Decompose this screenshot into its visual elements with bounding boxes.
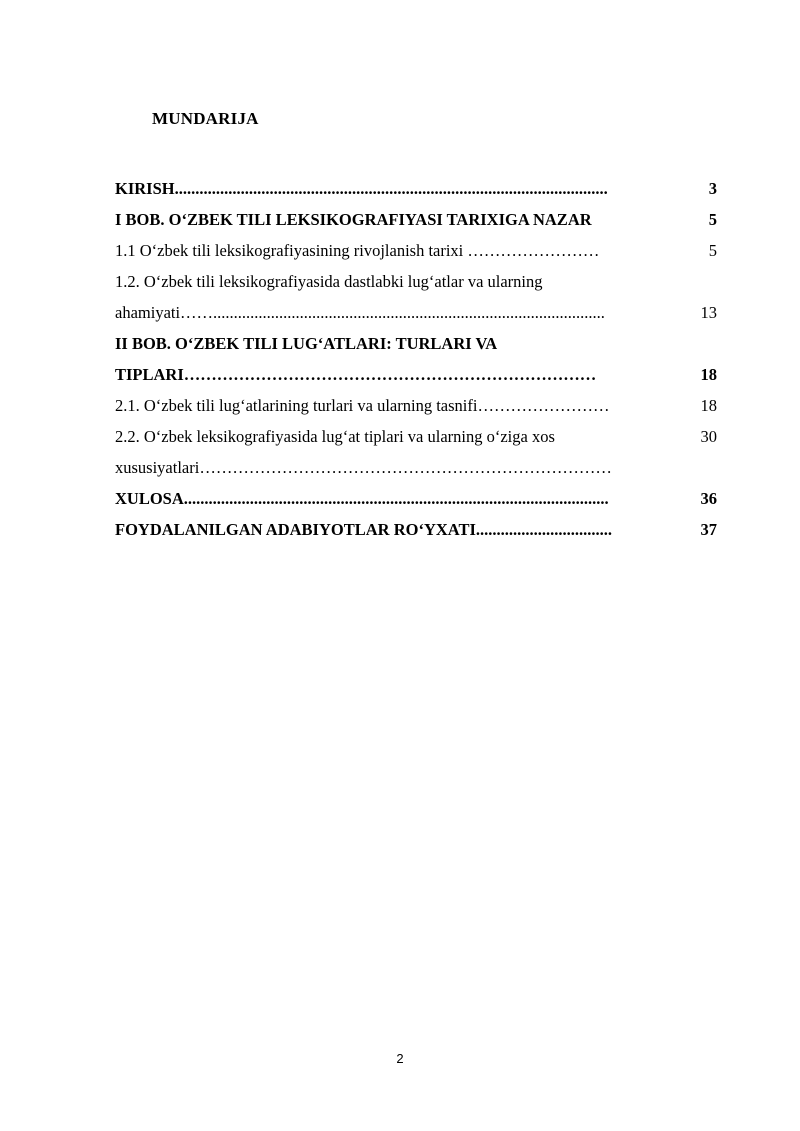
toc-entry-bibliography (115, 514, 717, 545)
toc-entry-page: 36 (700, 489, 717, 508)
toc-entry-text: 1.1 O‘zbek tili leksikografiyasining rivojlanish tarixi …………………… (115, 241, 600, 260)
toc-entry-section-1-2 (115, 266, 717, 297)
toc-entry-section-2-2 (115, 421, 717, 452)
toc-entry-chapter-2-continued (115, 359, 717, 390)
toc-entry-kirish (115, 173, 717, 204)
toc-entry-text: FOYDALANILGAN ADABIYOTLAR RO‘YXATI................................. (115, 520, 613, 539)
toc-entry-chapter-1 (115, 204, 717, 235)
toc-entry-section-1-1 (115, 235, 717, 266)
toc-entry-section-1-2-continued (115, 297, 717, 328)
toc-entry-text: xususiyatlari………………………………………………………………… (115, 458, 612, 477)
toc-entry-page: 18 (700, 365, 717, 384)
toc-entry-section-2-1 (115, 390, 717, 421)
toc-entry-page: 5 (708, 241, 717, 260)
toc-entry-page: 5 (708, 210, 717, 229)
toc-entry-page: 30 (700, 427, 717, 446)
toc-entry-text: ahamiyati……............................................................................................... (115, 303, 605, 322)
toc-entry-text: KIRISH......................................................................................................... (115, 179, 608, 198)
toc-entry-text: XULOSA....................................................................................................... (115, 489, 609, 508)
toc-entry-text: II BOB. O‘ZBEK TILI LUG‘ATLARI: TURLARI VA (115, 334, 498, 353)
toc-entry-page: 18 (700, 396, 717, 415)
toc-entry-chapter-2 (115, 328, 717, 359)
toc-entry-page: 37 (700, 520, 717, 539)
toc-entry-page: 13 (700, 303, 717, 322)
toc-entry-text: TIPLARI………………………………………………………………… (115, 365, 597, 384)
toc-entry-text: 2.2. O‘zbek leksikografiyasida lug‘at tiplari va ularning o‘ziga xos (115, 427, 555, 446)
toc-entry-page: 3 (708, 179, 717, 198)
toc-entry-text: I BOB. O‘ZBEK TILI LEKSIKOGRAFIYASI TARIXIGA NAZAR (115, 210, 592, 229)
page-number: 2 (396, 1051, 404, 1066)
table-of-contents (115, 173, 717, 545)
toc-entry-text: 2.1. O‘zbek tili lug‘atlarining turlari va ularning tasnifi…………………… (115, 396, 610, 415)
toc-entry-text: 1.2. O‘zbek tili leksikografiyasida dastlabki lug‘atlar va ularning (115, 272, 543, 291)
toc-entry-xulosa (115, 483, 717, 514)
toc-entry-section-2-2-continued (115, 452, 717, 483)
page-title: MUNDARIJA (152, 109, 259, 128)
